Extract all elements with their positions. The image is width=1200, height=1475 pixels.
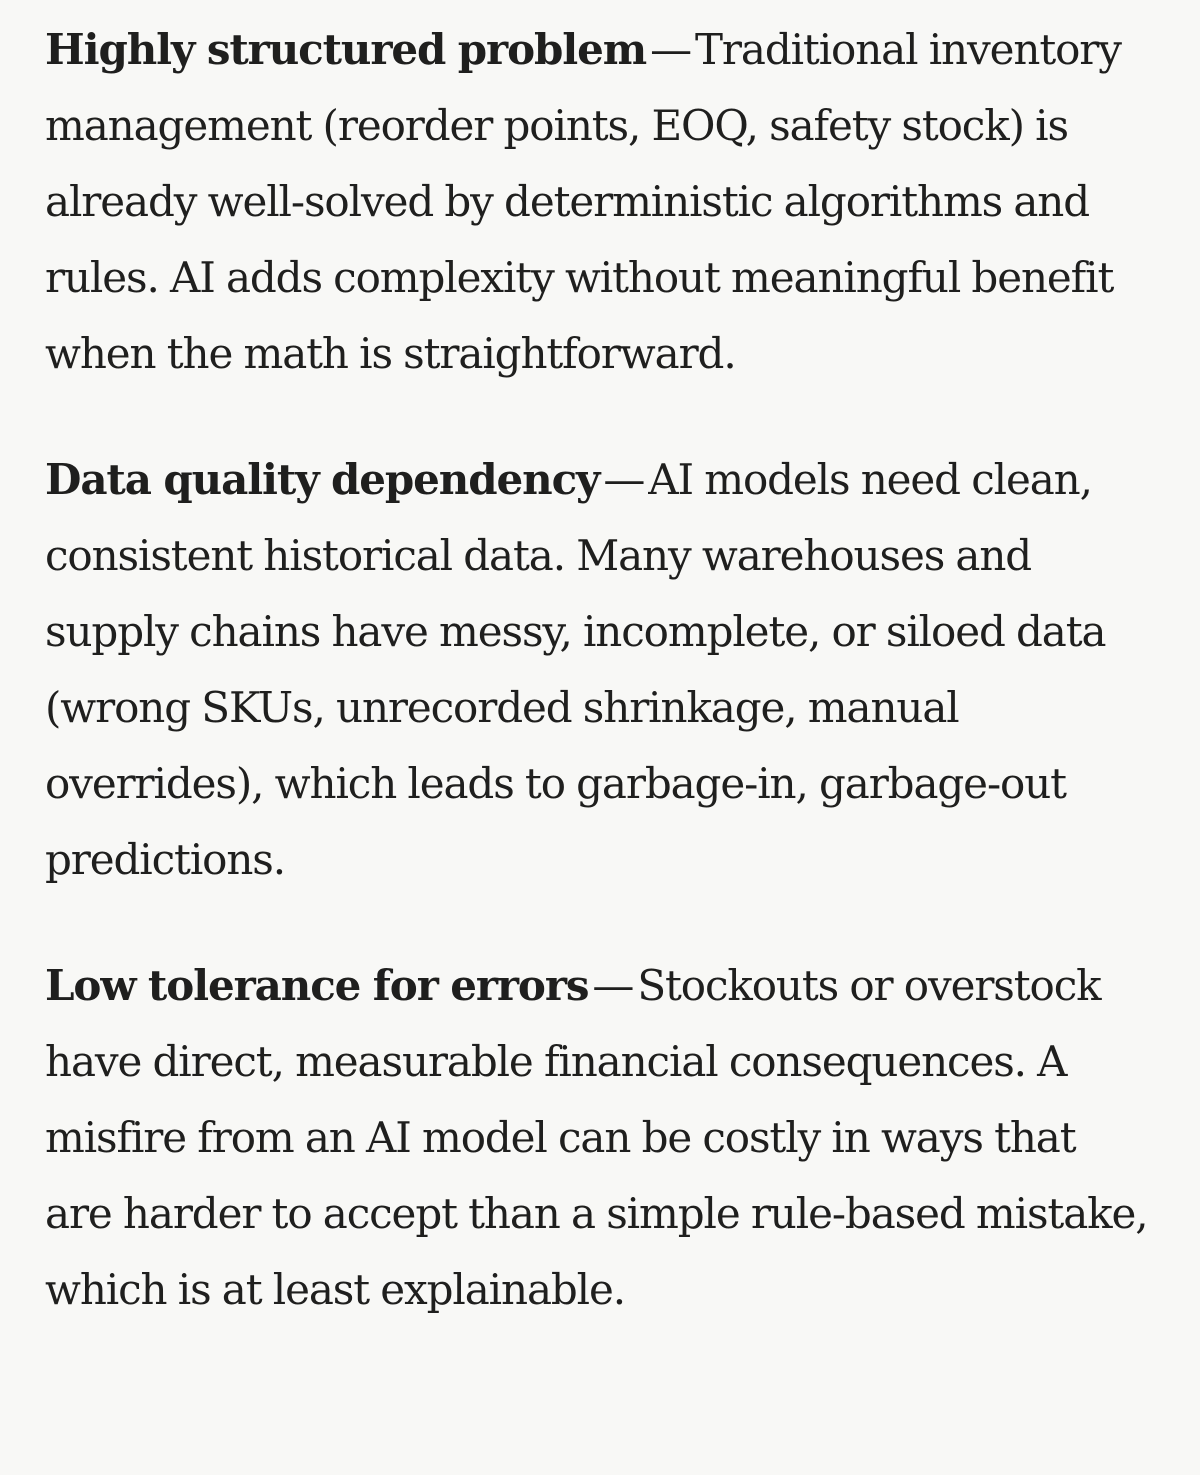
- point-title: Data quality dependency: [45, 455, 600, 504]
- point-text: AI models need clean, consistent historical data. Many warehouses and supply chains have messy, incomplete, or siloed data (wrong SKUs, unrecorded shrinkage, manual overrides), which leads to garbage-in, garbage-out predictions.: [45, 455, 1106, 884]
- point-title: Low tolerance for errors: [45, 961, 589, 1010]
- point-data-quality-dependency: [45, 442, 1152, 898]
- point-highly-structured-problem: [45, 12, 1152, 392]
- em-dash: —: [603, 455, 645, 504]
- em-dash: —: [592, 961, 634, 1010]
- point-title: Highly structured problem: [45, 25, 647, 74]
- em-dash: —: [650, 25, 691, 74]
- point-low-tolerance-for-errors: [45, 948, 1152, 1328]
- point-text: Stockouts or overstock have direct, measurable financial consequences. A misfire from an AI model can be costly in ways that are harder to accept than a simple rule-based mistake, which is at least explainable.: [45, 961, 1148, 1314]
- point-text: Traditional inventory management (reorder points, EOQ, safety stock) is already well-solved by deterministic algorithms and rules. AI adds complexity without meaningful benefit when the math is straightforward.: [45, 25, 1121, 378]
